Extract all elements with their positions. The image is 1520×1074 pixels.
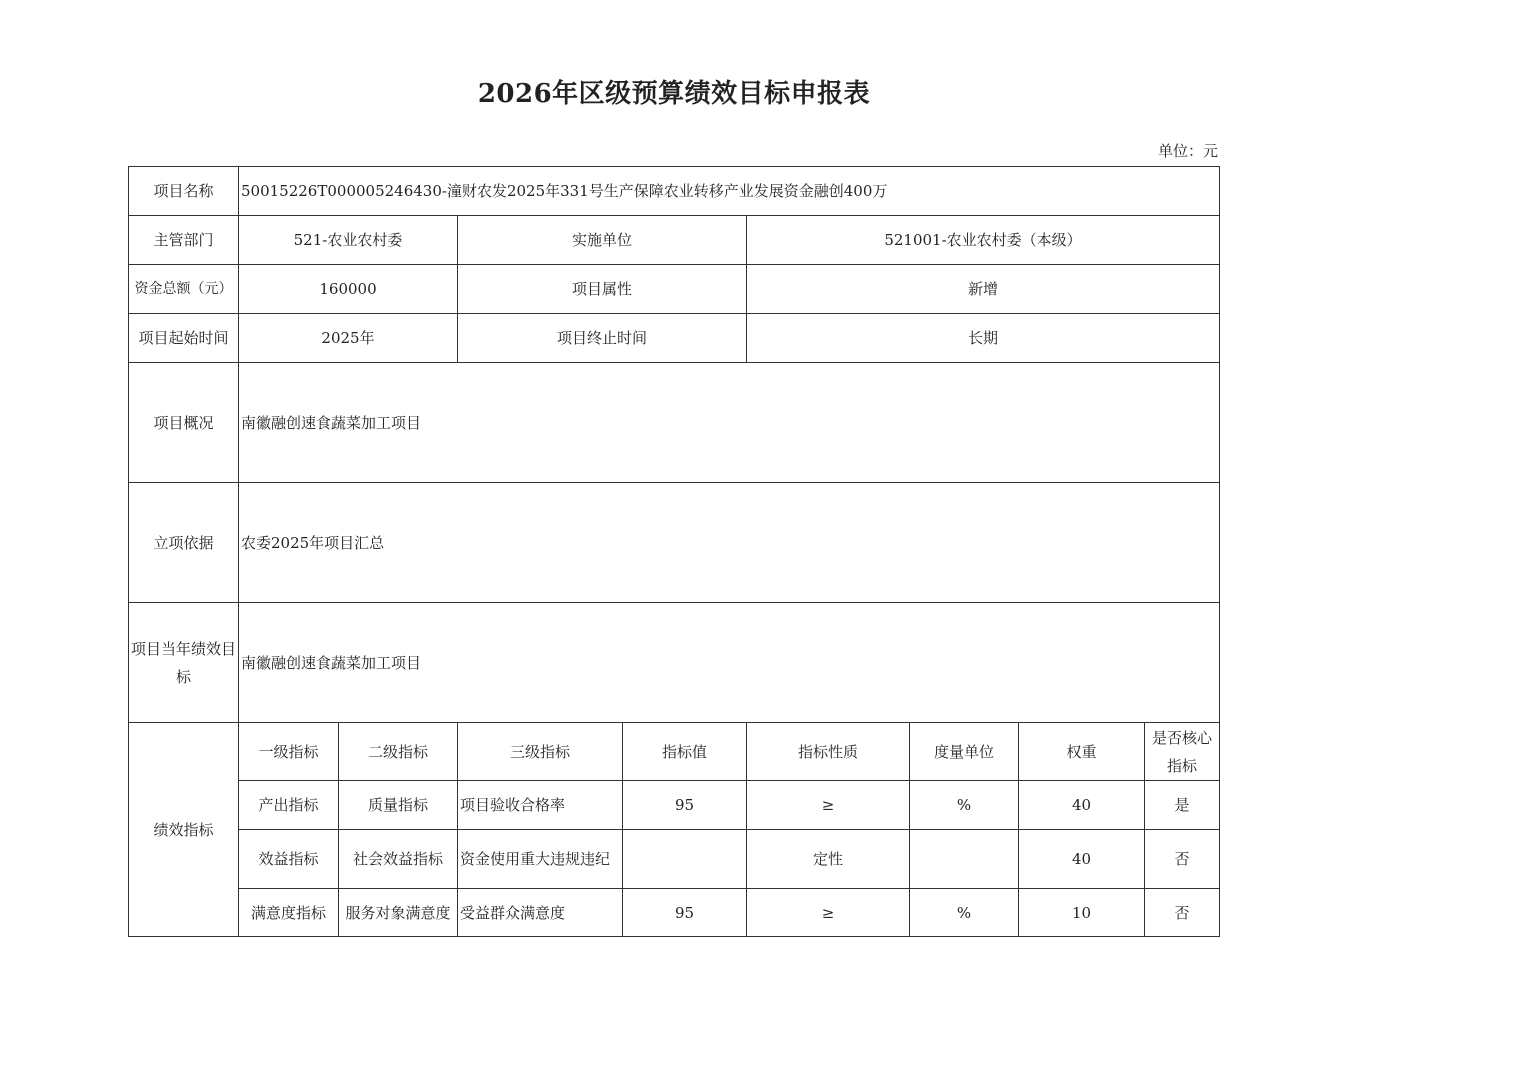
indicator-core: 否 [1145,830,1220,889]
row-project-name [129,167,1220,216]
indicator-nature: ≥ [747,781,910,830]
end-time-label: 项目终止时间 [458,314,747,363]
indicator-level1: 效益指标 [239,830,339,889]
header-core: 是否核心指标 [1145,723,1220,781]
indicator-weight: 40 [1019,830,1145,889]
goal-label: 项目当年绩效目标 [129,603,239,723]
basis-value: 农委2025年项目汇总 [239,483,1220,603]
project-name-label: 项目名称 [129,167,239,216]
indicator-core: 否 [1145,889,1220,937]
header-nature: 指标性质 [747,723,910,781]
row-goal [129,603,1220,723]
row-department [129,216,1220,265]
indicator-level3: 受益群众满意度 [458,889,623,937]
indicator-level2: 服务对象满意度 [339,889,458,937]
document-title: 2026年区级预算绩效目标申报表 [477,79,871,109]
indicator-level3: 项目验收合格率 [458,781,623,830]
fund-total-value: 160000 [239,265,458,314]
indicator-value [623,830,747,889]
header-level1: 一级指标 [239,723,339,781]
start-time-value: 2025年 [239,314,458,363]
indicator-unit [910,830,1019,889]
indicator-row [129,889,1220,937]
fund-total-label: 资金总额（元） [129,265,239,314]
implementing-unit-value: 521001-农业农村委（本级） [747,216,1220,265]
department-label: 主管部门 [129,216,239,265]
unit-label: 单位：元 [1157,142,1218,160]
indicator-unit: % [910,781,1019,830]
project-attribute-value: 新增 [747,265,1220,314]
overview-value: 南徽融创速食蔬菜加工项目 [239,363,1220,483]
indicator-level2: 社会效益指标 [339,830,458,889]
indicator-level2: 质量指标 [339,781,458,830]
indicator-nature: ≥ [747,889,910,937]
header-value: 指标值 [623,723,747,781]
end-time-value: 长期 [747,314,1220,363]
indicator-value: 95 [623,889,747,937]
indicator-level1: 满意度指标 [239,889,339,937]
row-overview [129,363,1220,483]
department-value: 521-农业农村委 [239,216,458,265]
row-period [129,314,1220,363]
indicator-value: 95 [623,781,747,830]
implementing-unit-label: 实施单位 [458,216,747,265]
indicator-core: 是 [1145,781,1220,830]
indicator-level1: 产出指标 [239,781,339,830]
project-attribute-label: 项目属性 [458,265,747,314]
header-weight: 权重 [1019,723,1145,781]
row-basis [129,483,1220,603]
indicator-row [129,830,1220,889]
start-time-label: 项目起始时间 [129,314,239,363]
indicator-unit: % [910,889,1019,937]
indicator-level3: 资金使用重大违规违纪 [458,830,623,889]
basis-label: 立项依据 [129,483,239,603]
indicator-nature: 定性 [747,830,910,889]
indicators-section-label: 绩效指标 [129,723,239,937]
header-unit: 度量单位 [910,723,1019,781]
indicator-weight: 10 [1019,889,1145,937]
row-fund [129,265,1220,314]
header-level2: 二级指标 [339,723,458,781]
indicator-header-row [129,723,1220,781]
goal-value: 南徽融创速食蔬菜加工项目 [239,603,1220,723]
project-name-value: 50015226T000005246430-潼财农发2025年331号生产保障农业转移产业发展资金融创400万 [239,167,1220,216]
indicator-row [129,781,1220,830]
overview-label: 项目概况 [129,363,239,483]
indicator-weight: 40 [1019,781,1145,830]
header-level3: 三级指标 [458,723,623,781]
performance-form-table [128,166,1220,937]
